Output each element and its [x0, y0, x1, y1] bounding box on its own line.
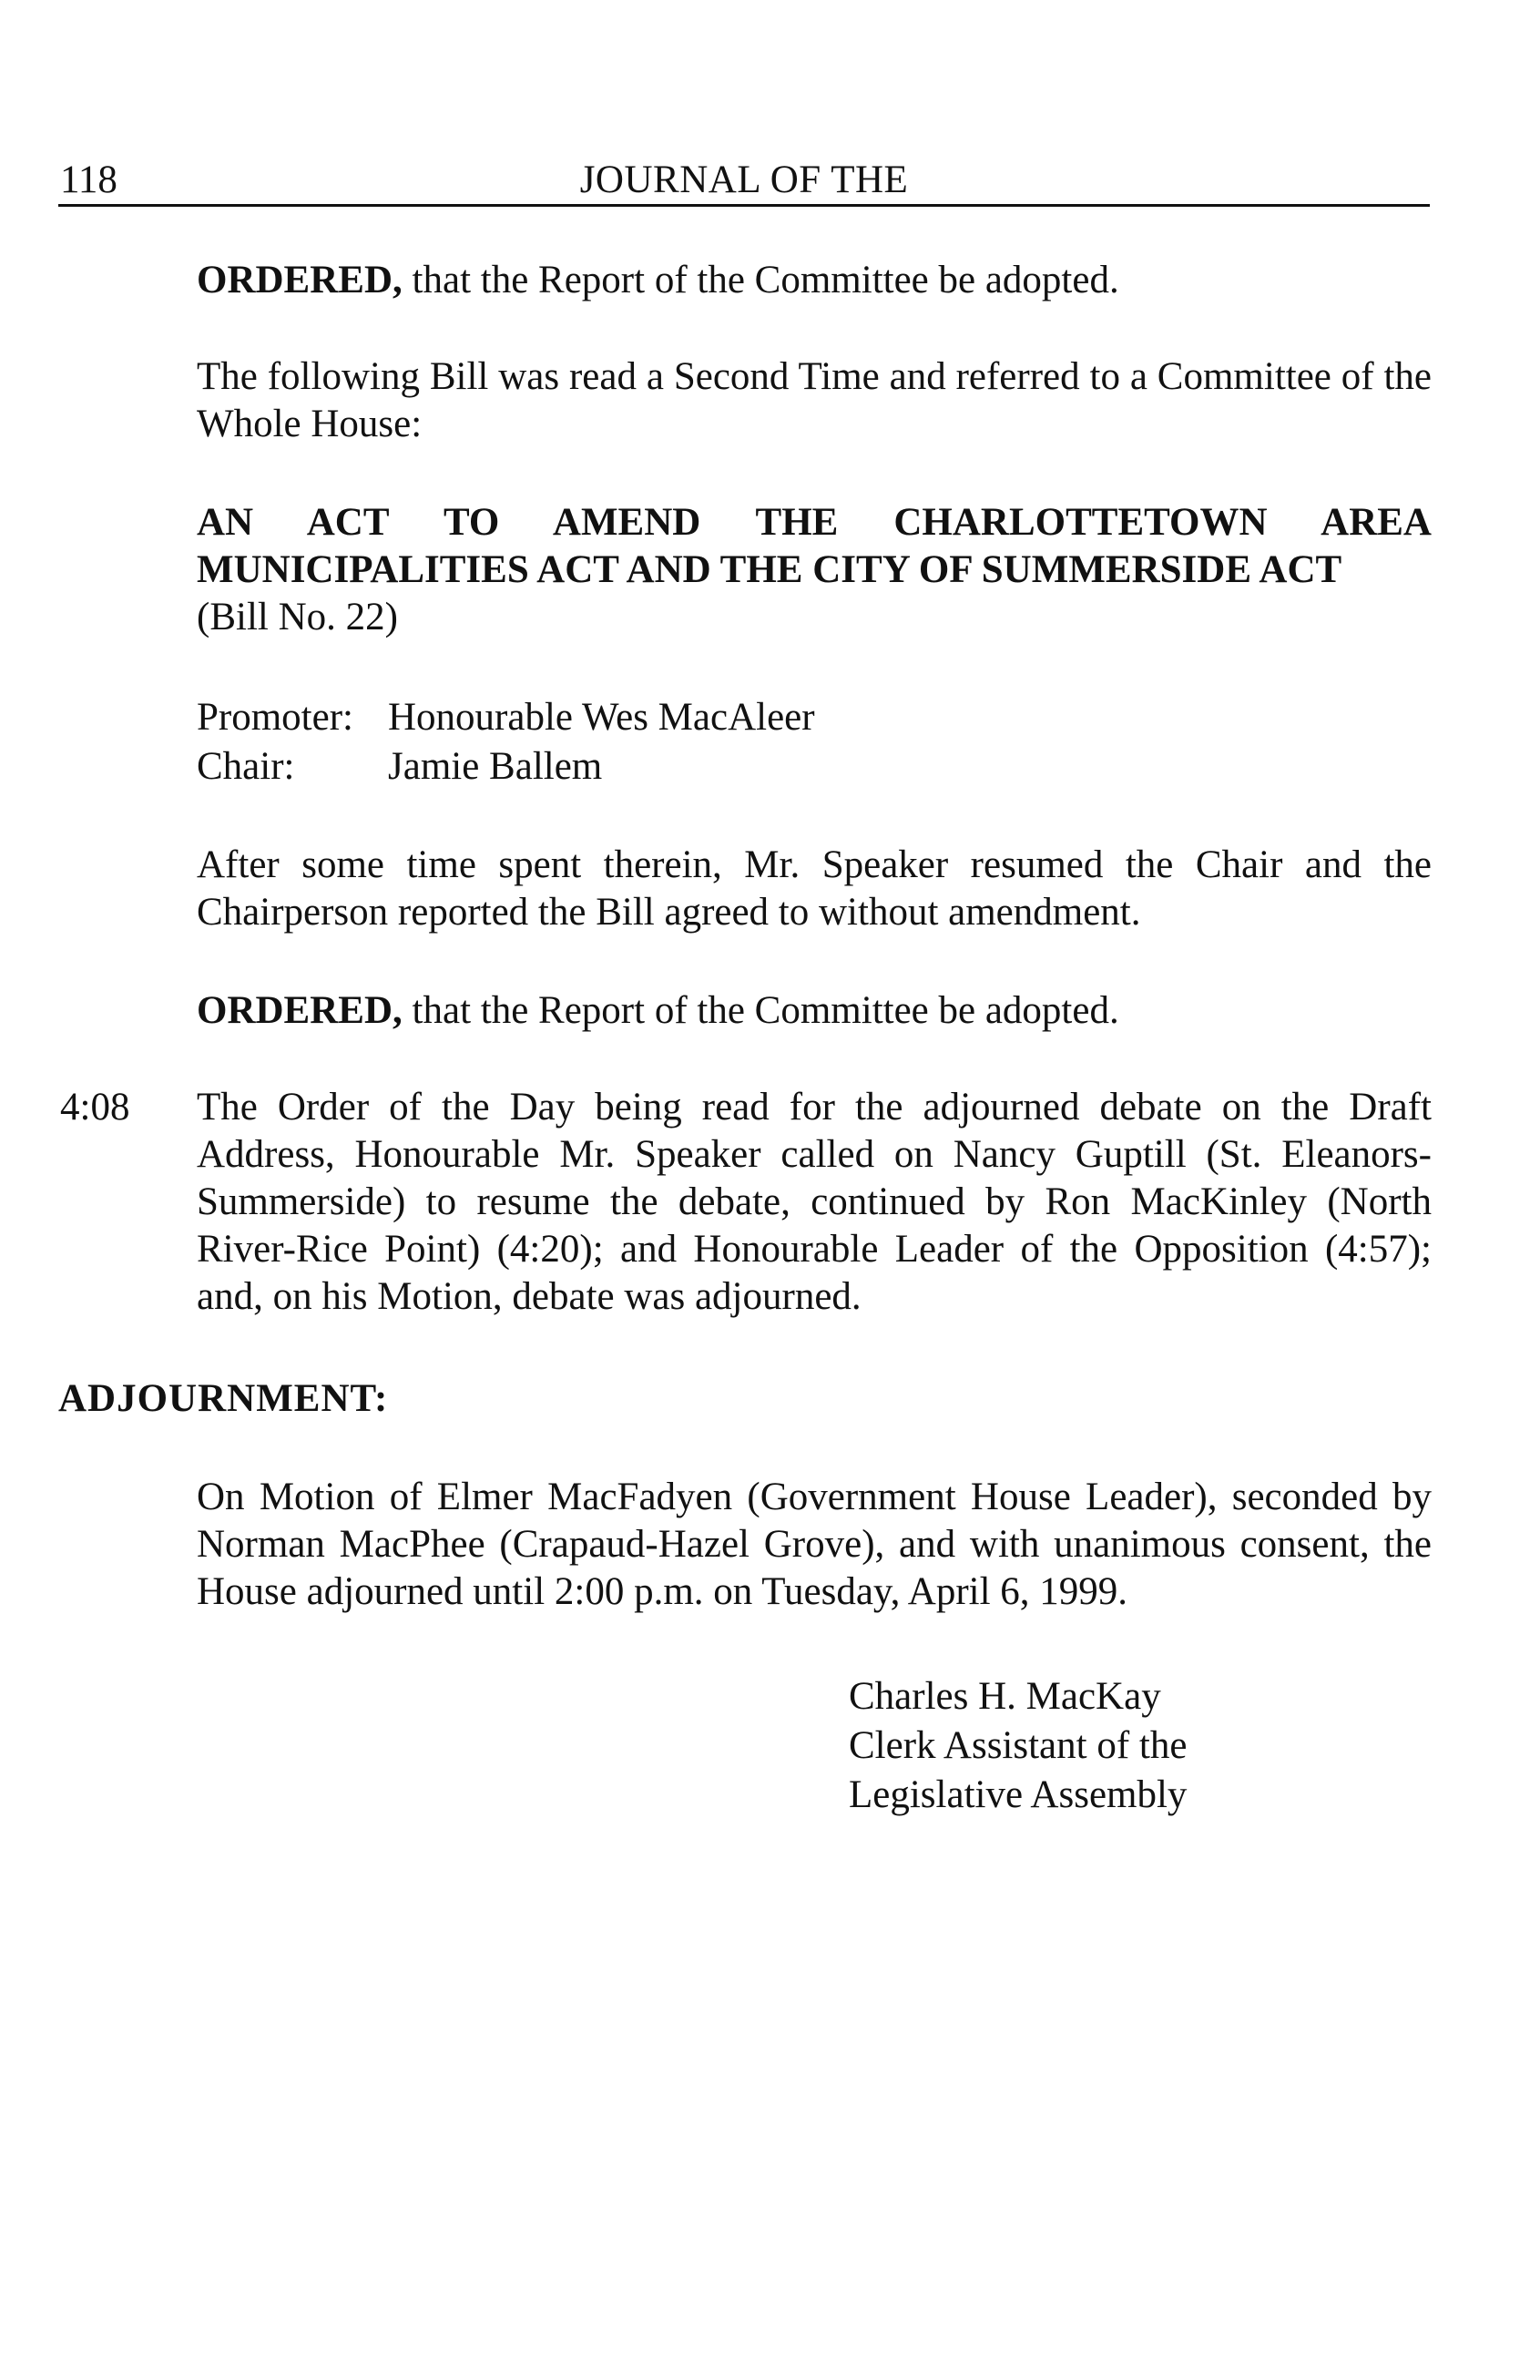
signature-block: [849, 1672, 1187, 1820]
running-title: JOURNAL OF THE: [579, 158, 909, 201]
order-of-day-paragraph: The Order of the Day being read for the adjourned debate on the Draft Address, Honourable Mr. Speaker called on Nancy Guptill (St. Eleanors-Summerside) to resume the debate, continued by Ron MacKinley (North River-Rice Point) (4:20); and Honourable Leader of the Opposition (4:57); and, on his Motion, debate was adjourned.: [197, 1086, 1432, 1318]
signatory-title-line-2: Legislative Assembly: [849, 1773, 1188, 1816]
page-header: [58, 153, 1430, 207]
ordered-text: that the Report of the Committee be adopted.: [402, 989, 1119, 1032]
order-time: 4:08: [60, 1086, 130, 1129]
ordered-keyword: ORDERED,: [197, 259, 403, 301]
adjournment-paragraph: On Motion of Elmer MacFadyen (Government House Leader), seconded by Norman MacPhee (Crapaud-Hazel Grove), and with unanimous consent, the House adjourned until 2:00 p.m. on Tuesday, April 6, 1999.: [197, 1476, 1432, 1613]
bill-intro-paragraph: The following Bill was read a Second Time and referred to a Committee of the Whole House:: [197, 355, 1432, 445]
promoter-label: Promoter:: [197, 696, 353, 739]
act-title-line-1: AN ACT TO AMEND THE CHARLOTTETOWN AREA: [197, 501, 1432, 544]
committee-report-paragraph: After some time spent therein, Mr. Speaker resumed the Chair and the Chairperson reported the Bill agreed to without amendment.: [197, 843, 1432, 934]
chair-label: Chair:: [197, 745, 295, 788]
act-title-line-2: MUNICIPALITIES ACT AND THE CITY OF SUMMERSIDE ACT: [197, 548, 1342, 591]
promoter-row: [197, 694, 1432, 743]
chair-value: Jamie Ballem: [388, 745, 603, 788]
ordered-text: that the Report of the Committee be adopted.: [402, 259, 1119, 301]
bill-number: (Bill No. 22): [197, 596, 398, 638]
sponsor-block: [197, 694, 1432, 792]
page-number: 118: [60, 158, 117, 201]
adjournment-heading: ADJOURNMENT:: [58, 1377, 389, 1420]
ordered-paragraph-1: [197, 257, 1432, 304]
act-title-block: [197, 499, 1432, 641]
signatory-name: Charles H. MacKay: [849, 1675, 1161, 1718]
signatory-title-line-1: Clerk Assistant of the: [849, 1724, 1188, 1767]
promoter-value: Honourable Wes MacAleer: [388, 696, 815, 739]
ordered-paragraph-2: [197, 987, 1432, 1035]
ordered-keyword: ORDERED,: [197, 989, 403, 1032]
chair-row: [197, 743, 1432, 792]
